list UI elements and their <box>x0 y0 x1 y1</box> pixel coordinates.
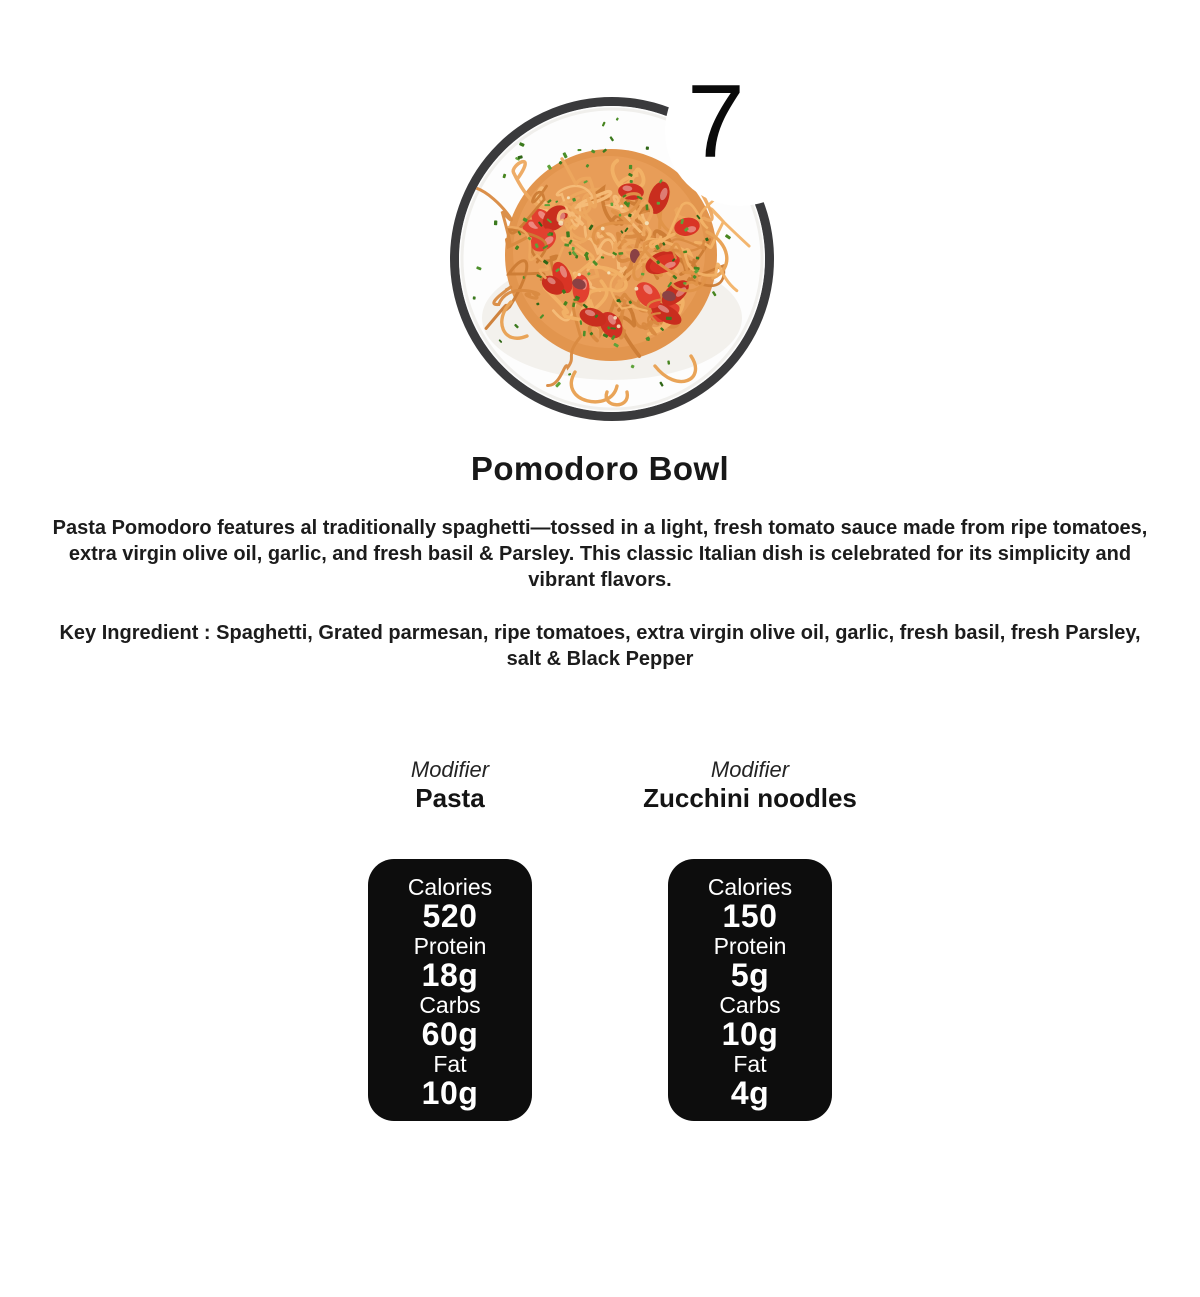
dish-photo-frame <box>450 64 774 421</box>
modifier-name: Zucchini noodles <box>643 783 857 813</box>
modifier-zucchini-noodles <box>600 757 900 1121</box>
item-number: 7 <box>687 64 745 180</box>
nutrition-label: Fat <box>433 1051 467 1077</box>
modifier-name: Pasta <box>415 783 485 813</box>
nutrition-label: Carbs <box>419 992 481 1018</box>
nutrition-value: 10g <box>721 1016 779 1052</box>
nutrition-value: 5g <box>730 957 770 993</box>
nutrition-value: 18g <box>421 957 479 993</box>
page-title: Pomodoro Bowl <box>470 450 730 487</box>
modifier-pasta <box>300 757 600 1121</box>
nutrition-label: Protein <box>413 933 487 959</box>
nutrition-label: Calories <box>707 874 793 900</box>
modifiers-row <box>0 757 1200 1121</box>
nutrition-label: Calories <box>407 874 493 900</box>
nutrition-value: 150 <box>722 898 778 934</box>
nutrition-card-zucchini <box>668 859 832 1121</box>
modifier-label: Modifier <box>710 757 790 782</box>
description-text: Pasta Pomodoro features al traditionally spaghetti—tossed in a light, fresh tomato sauce made from ripe tomatoes, extra virgin olive oil, garlic, and fresh basil & Parsley. This classic Italian dish is celebrated for its simplicity and vibrant flavors. <box>52 517 1148 591</box>
menu-item-card <box>0 64 1200 1297</box>
item-number-badge <box>665 56 815 206</box>
nutrition-value: 520 <box>422 898 478 934</box>
key-ingredients-text: Key Ingredient : Spaghetti, Grated parmesan, ripe tomatoes, extra virgin olive oil, garlic, fresh basil, fresh Parsley, salt & Black Pepper <box>59 622 1141 670</box>
nutrition-value: 60g <box>421 1016 479 1052</box>
nutrition-label: Carbs <box>719 992 781 1018</box>
nutrition-card-pasta <box>368 859 532 1121</box>
modifier-label: Modifier <box>410 757 490 782</box>
nutrition-value: 4g <box>730 1075 770 1111</box>
nutrition-label: Protein <box>713 933 787 959</box>
nutrition-label: Fat <box>733 1051 767 1077</box>
nutrition-value: 10g <box>421 1075 479 1111</box>
